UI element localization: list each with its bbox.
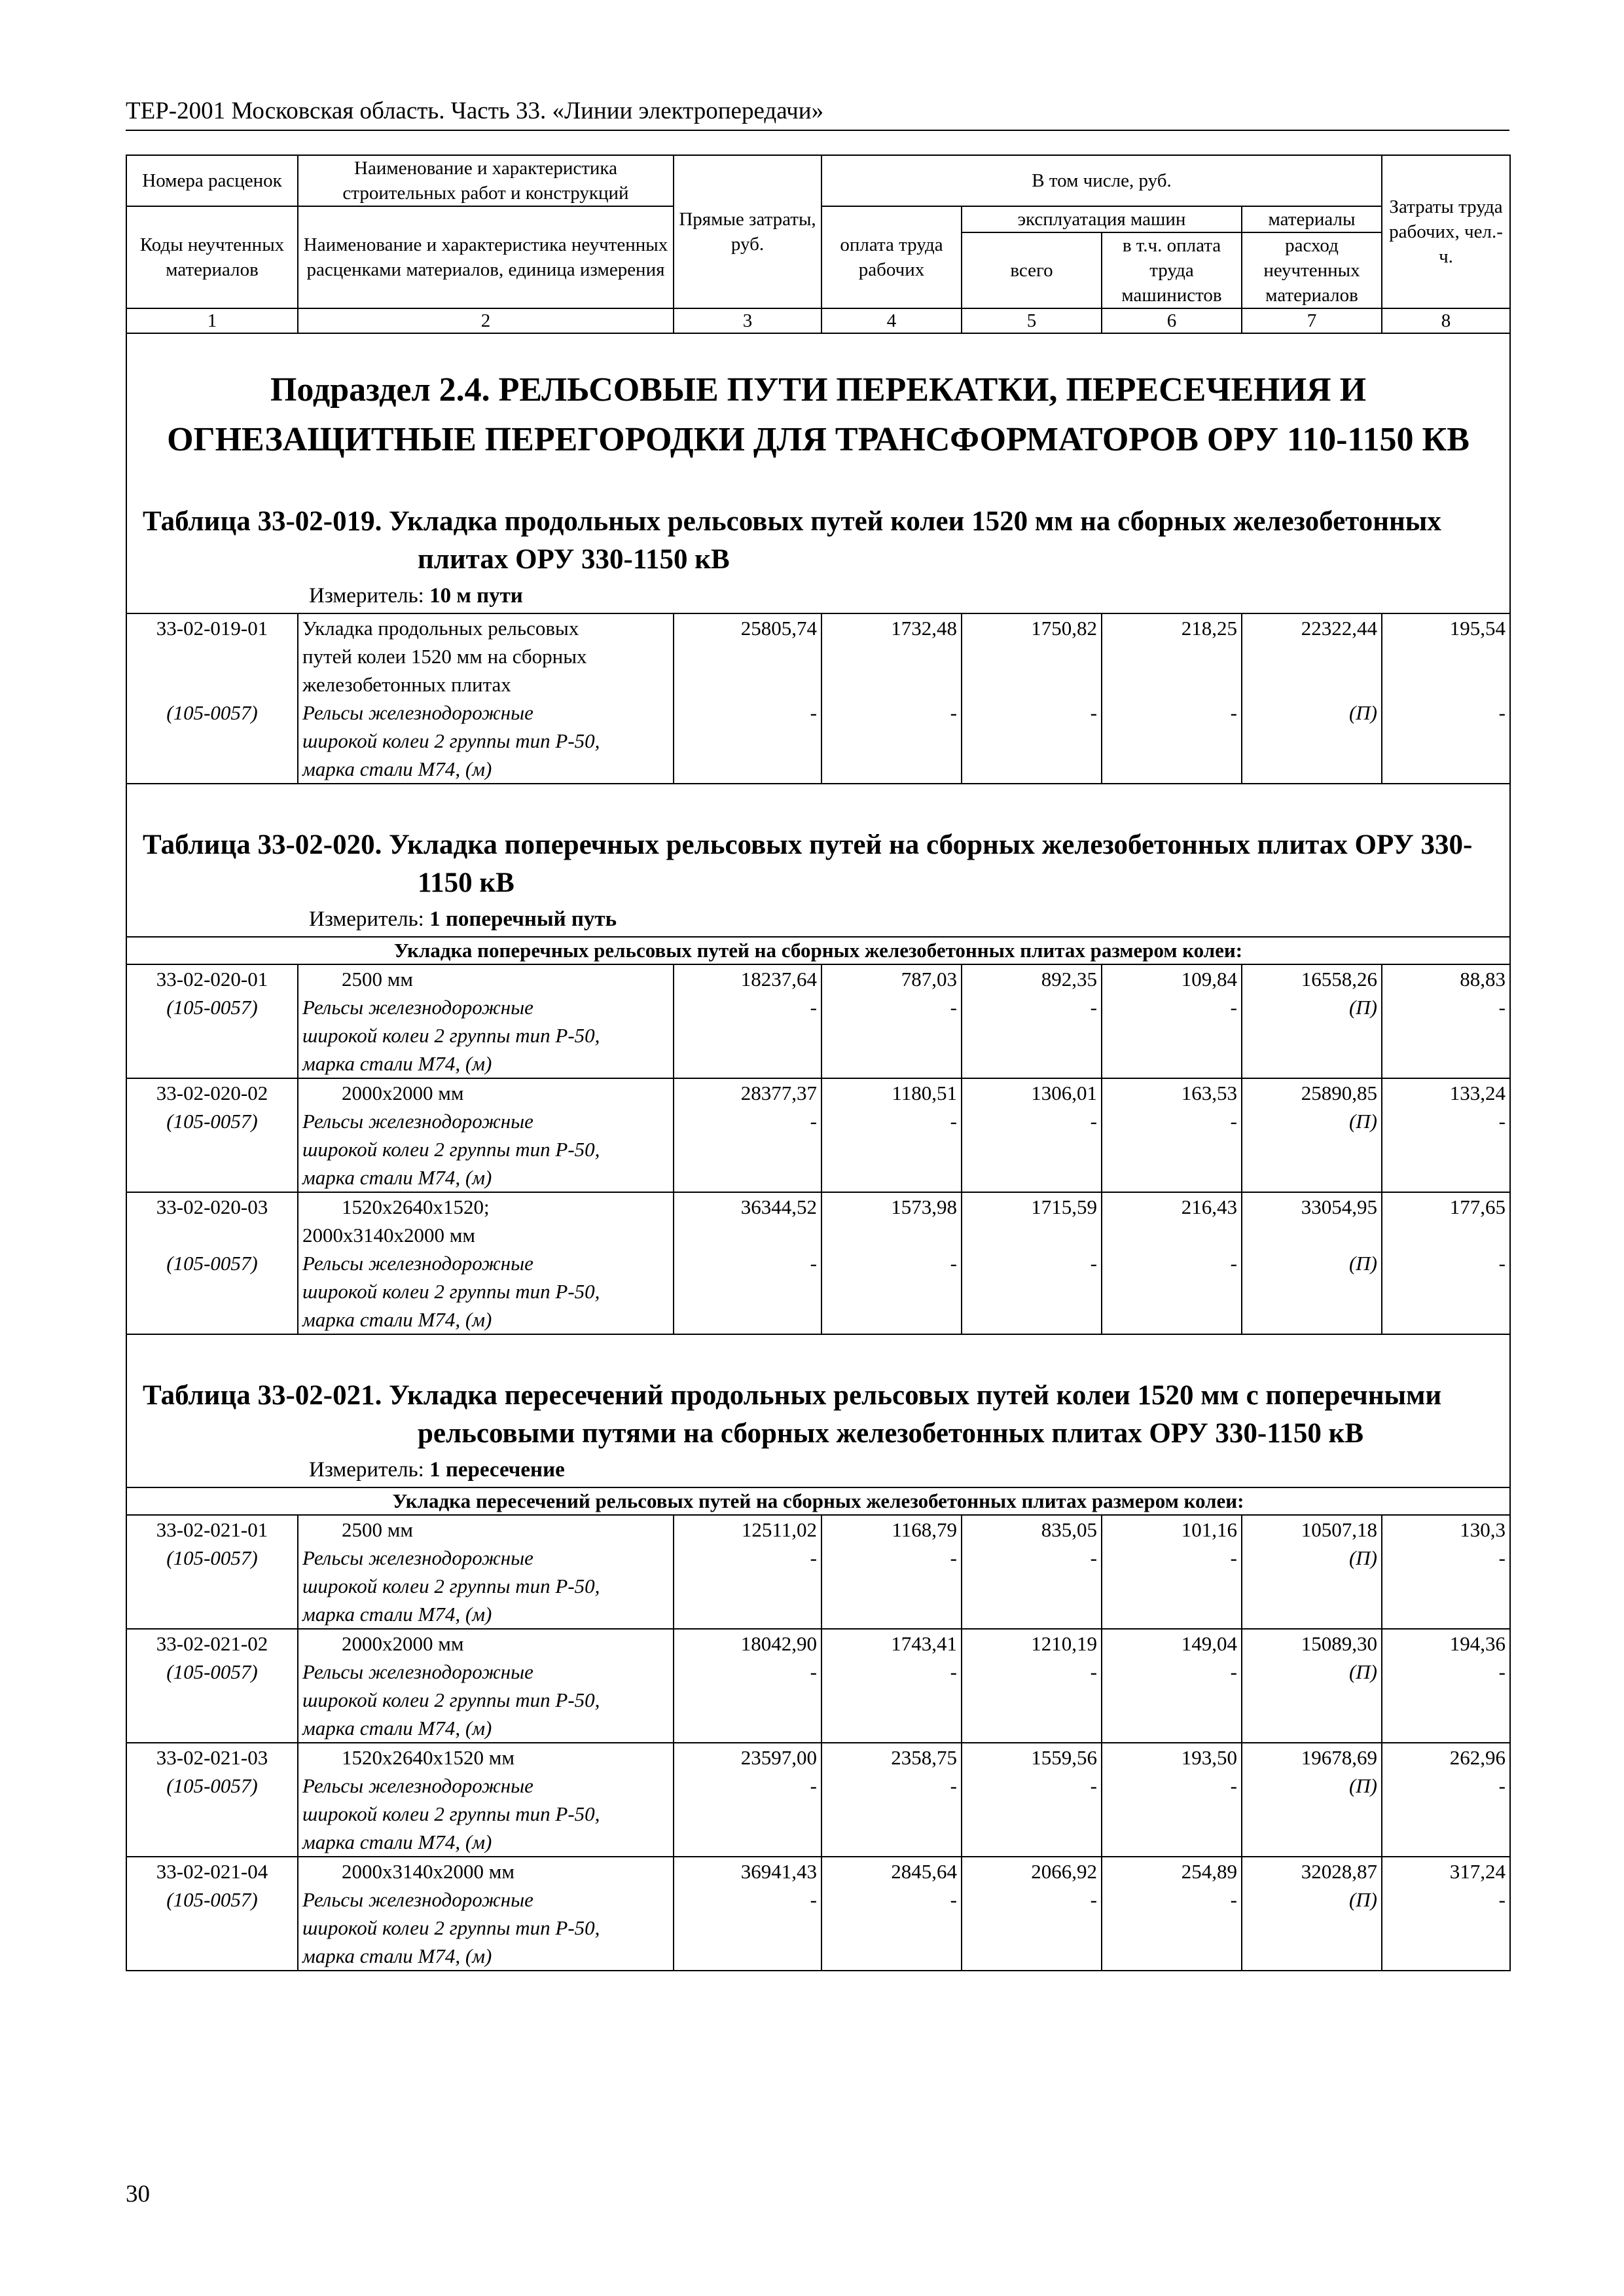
material-name-line: марка стали М74, (м) — [302, 1166, 492, 1189]
value: 18237,64 — [740, 968, 817, 991]
work-name-line: 2500 мм — [342, 1518, 413, 1541]
meter-label: Измеритель: — [309, 1458, 424, 1482]
value: 1743,41 — [891, 1632, 957, 1655]
work-name-cell — [298, 1629, 674, 1743]
material-code: (105-0057) — [166, 1660, 258, 1683]
value: 33054,95 — [1301, 1195, 1377, 1218]
rate-code: 33-02-020-02 — [156, 1082, 268, 1104]
material-name-line: широкой колеи 2 группы тип Р-50, — [302, 1575, 600, 1597]
meter-value: 1 пересечение — [429, 1458, 565, 1482]
material-name-line: марка стали М74, (м) — [302, 1944, 492, 1967]
value: 1715,59 — [1031, 1195, 1097, 1218]
dash: - — [950, 701, 957, 724]
col-header-materials: материалы — [1242, 206, 1382, 232]
rate-code: 33-02-021-01 — [156, 1518, 268, 1541]
table-row — [126, 1192, 1510, 1334]
value: 28377,37 — [740, 1082, 817, 1104]
material-name-line: марка стали М74, (м) — [302, 1603, 492, 1626]
dash: - — [810, 1110, 817, 1133]
table-title-text: Укладка поперечных рельсовых путей на сборных железобетонных плитах ОРУ 330-1150 кВ — [389, 829, 1473, 898]
col-number: 5 — [962, 308, 1102, 333]
meter-label: Измеритель: — [309, 907, 424, 931]
material-mark: (П) — [1348, 996, 1377, 1019]
dash: - — [1090, 1110, 1097, 1133]
rate-code-cell — [126, 1515, 298, 1629]
col-header-machines-total: всего — [962, 232, 1102, 308]
value-cell — [1102, 1857, 1242, 1971]
value-cell — [1242, 1192, 1382, 1334]
meter-label: Измеритель: — [309, 584, 424, 608]
material-mark: (П) — [1348, 1888, 1377, 1911]
material-name-line: широкой колеи 2 группы тип Р-50, — [302, 1802, 600, 1825]
dash: - — [950, 1774, 957, 1797]
col-number: 4 — [821, 308, 962, 333]
dash: - — [1498, 996, 1506, 1019]
table-meter — [127, 581, 1509, 613]
value-cell — [821, 613, 962, 784]
dash: - — [950, 1110, 957, 1133]
value: 12511,02 — [741, 1518, 817, 1541]
subsection-title: Подраздел 2.4. РЕЛЬСОВЫЕ ПУТИ ПЕРЕКАТКИ, ПЕРЕСЕЧЕНИЯ И ОГНЕЗАЩИТНЫЕ ПЕРЕГОРОДКИ ДЛЯ ТРАНСФОРМАТОРОВ ОРУ 110-1150 КВ — [167, 371, 1470, 458]
value: 1573,98 — [891, 1195, 957, 1218]
material-name-line: широкой колеи 2 группы тип Р-50, — [302, 1138, 600, 1161]
col-header-direct-costs: Прямые затраты, руб. — [674, 155, 821, 308]
value-cell — [1382, 1515, 1510, 1629]
meter-value: 10 м пути — [429, 584, 523, 608]
value-cell — [962, 1515, 1102, 1629]
material-mark: (П) — [1348, 1110, 1377, 1133]
work-name-cell — [298, 1078, 674, 1192]
value-cell — [821, 964, 962, 1078]
rate-code-cell — [126, 964, 298, 1078]
material-name-line: широкой колеи 2 группы тип Р-50, — [302, 1688, 600, 1711]
value: 254,89 — [1181, 1860, 1237, 1883]
value-cell — [674, 1857, 821, 1971]
spacer — [1386, 1221, 1506, 1249]
dash: - — [950, 1660, 957, 1683]
value: 88,83 — [1460, 968, 1506, 991]
work-name-line: 2000х3140х2000 мм — [302, 1224, 475, 1247]
rate-code: 33-02-021-02 — [156, 1632, 268, 1655]
value-cell — [962, 613, 1102, 784]
table-row — [126, 1078, 1510, 1192]
material-name-line: марка стали М74, (м) — [302, 1308, 492, 1331]
dash: - — [810, 1888, 817, 1911]
material-code: (105-0057) — [166, 1888, 258, 1911]
value: 1750,82 — [1031, 617, 1097, 640]
material-mark: (П) — [1348, 1660, 1377, 1683]
rates-table — [126, 155, 1511, 1971]
table-subheader: Укладка пересечений рельсовых путей на сборных железобетонных плитах размером колеи: — [126, 1487, 1510, 1515]
value: 262,96 — [1449, 1746, 1506, 1769]
value-cell — [674, 613, 821, 784]
rate-code: 33-02-020-03 — [156, 1195, 268, 1218]
dash: - — [810, 1774, 817, 1797]
table-title — [127, 503, 1509, 579]
value: 36344,52 — [740, 1195, 817, 1218]
col-header-material-use: расход неучтенных материалов — [1242, 232, 1382, 308]
value: 25805,74 — [740, 617, 817, 640]
value-cell — [962, 964, 1102, 1078]
dash: - — [810, 1546, 817, 1569]
material-name-line: марка стали М74, (м) — [302, 757, 492, 780]
table-title-number: Таблица 33-02-019. — [143, 506, 382, 537]
col-header-material-name: Наименование и характеристика неучтенных расценками материалов, единица измерения — [298, 206, 674, 308]
rate-code-cell — [126, 1629, 298, 1743]
dash: - — [810, 996, 817, 1019]
value: 109,84 — [1181, 968, 1237, 991]
value: 2358,75 — [891, 1746, 957, 1769]
value-cell — [821, 1515, 962, 1629]
value-cell — [1242, 964, 1382, 1078]
value-cell — [674, 1078, 821, 1192]
value-cell — [1242, 613, 1382, 784]
value: 149,04 — [1181, 1632, 1237, 1655]
value: 22322,44 — [1301, 617, 1377, 640]
work-name-cell — [298, 1743, 674, 1857]
value: 1168,79 — [892, 1518, 957, 1541]
material-name-line: марка стали М74, (м) — [302, 1052, 492, 1075]
dash: - — [1498, 1252, 1506, 1275]
dash: - — [1090, 996, 1097, 1019]
table-title-number: Таблица 33-02-020. — [143, 829, 382, 860]
material-name-line: Рельсы железнодорожные — [302, 1110, 533, 1133]
work-name-line: 2000х3140х2000 мм — [342, 1860, 514, 1883]
col-number: 1 — [126, 308, 298, 333]
dash: - — [1090, 1252, 1097, 1275]
material-code: (105-0057) — [166, 1252, 258, 1275]
value-cell — [674, 1743, 821, 1857]
material-code: (105-0057) — [166, 1110, 258, 1133]
header-rule — [126, 130, 1509, 131]
value-cell — [1242, 1078, 1382, 1192]
work-name-line: железобетонных плитах — [302, 673, 511, 696]
value-cell — [1242, 1743, 1382, 1857]
value-cell — [821, 1629, 962, 1743]
value: 1210,19 — [1031, 1632, 1097, 1655]
col-number: 8 — [1382, 308, 1510, 333]
col-header-operator-pay: в т.ч. оплата труда машинистов — [1102, 232, 1242, 308]
page-number: 30 — [126, 2181, 150, 2208]
value: 835,05 — [1041, 1518, 1097, 1541]
rate-code: 33-02-021-03 — [156, 1746, 268, 1769]
material-name-line: широкой колеи 2 группы тип Р-50, — [302, 729, 600, 752]
value-cell — [674, 1192, 821, 1334]
dash: - — [950, 996, 957, 1019]
running-header: ТЕР-2001 Московская область. Часть 33. «Линии электропередачи» — [126, 98, 824, 124]
subsection-block — [126, 333, 1510, 613]
value-cell — [962, 1857, 1102, 1971]
dash: - — [1230, 1774, 1237, 1797]
value: 1559,56 — [1031, 1746, 1097, 1769]
value-cell — [674, 964, 821, 1078]
value-cell — [1102, 613, 1242, 784]
table-title — [127, 826, 1509, 902]
value-cell — [962, 1078, 1102, 1192]
work-name-cell — [298, 1857, 674, 1971]
material-name-line: Рельсы железнодорожные — [302, 1660, 533, 1683]
dash: - — [1498, 1660, 1506, 1683]
work-name-line: 2000х2000 мм — [342, 1632, 464, 1655]
spacer — [131, 1221, 293, 1249]
table-meter — [127, 905, 1509, 936]
material-mark: (П) — [1348, 701, 1377, 724]
value-cell — [821, 1743, 962, 1857]
value: 1732,48 — [891, 617, 957, 640]
value-cell — [1382, 1857, 1510, 1971]
material-name-line: широкой колеи 2 группы тип Р-50, — [302, 1280, 600, 1303]
dash: - — [1230, 701, 1237, 724]
material-name-line: Рельсы железнодорожные — [302, 1546, 533, 1569]
value-cell — [1382, 1078, 1510, 1192]
table-row — [126, 1629, 1510, 1743]
value-cell — [674, 1515, 821, 1629]
value-cell — [821, 1192, 962, 1334]
value-cell — [962, 1192, 1102, 1334]
dash: - — [1090, 1660, 1097, 1683]
col-number: 2 — [298, 308, 674, 333]
value: 1306,01 — [1031, 1082, 1097, 1104]
dash: - — [1498, 1774, 1506, 1797]
rate-code: 33-02-019-01 — [156, 617, 268, 640]
dash: - — [1498, 1888, 1506, 1911]
value: 1180,51 — [892, 1082, 957, 1104]
value-cell — [1382, 1629, 1510, 1743]
value: 32028,87 — [1301, 1860, 1377, 1883]
dash: - — [1230, 996, 1237, 1019]
value-cell — [1102, 1629, 1242, 1743]
col-number: 6 — [1102, 308, 1242, 333]
work-name-cell — [298, 964, 674, 1078]
value: 163,53 — [1181, 1082, 1237, 1104]
col-header-material-codes: Коды неучтенных материалов — [126, 206, 298, 308]
table-row — [126, 1743, 1510, 1857]
work-name-line: Укладка продольных рельсовых — [302, 617, 579, 640]
value-cell — [1242, 1857, 1382, 1971]
work-name-line: 1520х2640х1520; — [342, 1195, 490, 1218]
value: 15089,30 — [1301, 1632, 1377, 1655]
dash: - — [1498, 1110, 1506, 1133]
material-mark: (П) — [1348, 1774, 1377, 1797]
value: 216,43 — [1181, 1195, 1237, 1218]
value: 10507,18 — [1301, 1518, 1377, 1541]
dash: - — [1090, 1546, 1097, 1569]
dash: - — [1090, 1774, 1097, 1797]
value: 101,16 — [1181, 1518, 1237, 1541]
dash: - — [950, 1888, 957, 1911]
value: 2845,64 — [891, 1860, 957, 1883]
rate-code-cell — [126, 613, 298, 784]
rate-code: 33-02-021-04 — [156, 1860, 268, 1883]
dash: - — [810, 1252, 817, 1275]
work-name-cell — [298, 613, 674, 784]
value: 130,3 — [1460, 1518, 1506, 1541]
value: 787,03 — [901, 968, 957, 991]
material-name-line: Рельсы железнодорожные — [302, 1888, 533, 1911]
work-name-line: путей колеи 1520 мм на сборных — [302, 645, 587, 668]
table-title — [127, 1377, 1509, 1453]
col-number: 7 — [1242, 308, 1382, 333]
col-header-rate-numbers: Номера расценок — [126, 155, 298, 206]
table-heading-block — [126, 1334, 1510, 1487]
value-cell — [1242, 1629, 1382, 1743]
value: 892,35 — [1041, 968, 1097, 991]
value: 193,50 — [1181, 1746, 1237, 1769]
value: 133,24 — [1449, 1082, 1506, 1104]
dash: - — [1498, 701, 1506, 724]
value: 195,54 — [1449, 617, 1506, 640]
value-cell — [1242, 1515, 1382, 1629]
value-cell — [1102, 964, 1242, 1078]
value: 2066,92 — [1031, 1860, 1097, 1883]
value: 18042,90 — [740, 1632, 817, 1655]
value-cell — [821, 1078, 962, 1192]
value-cell — [1382, 964, 1510, 1078]
dash: - — [810, 701, 817, 724]
dash: - — [950, 1546, 957, 1569]
value-cell — [674, 1629, 821, 1743]
spacer — [1246, 1221, 1377, 1249]
value-cell — [1382, 1743, 1510, 1857]
material-name-line: Рельсы железнодорожные — [302, 1774, 533, 1797]
spacer — [826, 1221, 957, 1249]
table-row — [126, 964, 1510, 1078]
dash: - — [1090, 1888, 1097, 1911]
col-header-work-name: Наименование и характеристика строительных работ и конструкций — [298, 155, 674, 206]
dash: - — [1230, 1888, 1237, 1911]
value: 25890,85 — [1301, 1082, 1377, 1104]
value: 16558,26 — [1301, 968, 1377, 991]
dash: - — [1230, 1110, 1237, 1133]
value-cell — [962, 1629, 1102, 1743]
material-code: (105-0057) — [166, 1774, 258, 1797]
spacer — [131, 642, 293, 670]
material-code: (105-0057) — [166, 1546, 258, 1569]
material-name-line: Рельсы железнодорожные — [302, 701, 533, 724]
value-cell — [1102, 1192, 1242, 1334]
value: 36941,43 — [740, 1860, 817, 1883]
table-meter — [127, 1455, 1509, 1487]
value: 19678,69 — [1301, 1746, 1377, 1769]
value: 23597,00 — [740, 1746, 817, 1769]
material-name-line: Рельсы железнодорожные — [302, 996, 533, 1019]
rate-code-cell — [126, 1192, 298, 1334]
material-name-line: марка стали М74, (м) — [302, 1831, 492, 1853]
table-row — [126, 1515, 1510, 1629]
dash: - — [810, 1660, 817, 1683]
spacer — [1106, 1221, 1237, 1249]
work-name-line: 1520х2640х1520 мм — [342, 1746, 514, 1769]
table-title-text: Укладка продольных рельсовых путей колеи 1520 мм на сборных железобетонных плитах ОРУ 330-1150 кВ — [389, 506, 1441, 575]
spacer — [131, 670, 293, 699]
work-name-cell — [298, 1515, 674, 1629]
dash: - — [1230, 1546, 1237, 1569]
col-header-including: В том числе, руб. — [821, 155, 1382, 206]
table-title-text: Укладка пересечений продольных рельсовых путей колеи 1520 мм с поперечными рельсовыми путями на сборных железобетонных плитах ОРУ 330-1150 кВ — [389, 1380, 1442, 1449]
value: 218,25 — [1181, 617, 1237, 640]
rate-code-cell — [126, 1743, 298, 1857]
value-cell — [1102, 1743, 1242, 1857]
work-name-line: 2000х2000 мм — [342, 1082, 464, 1104]
dash: - — [1090, 701, 1097, 724]
value: 194,36 — [1449, 1632, 1506, 1655]
material-name-line: широкой колеи 2 группы тип Р-50, — [302, 1916, 600, 1939]
col-number: 3 — [674, 308, 821, 333]
dash: - — [1498, 1546, 1506, 1569]
rate-code-cell — [126, 1857, 298, 1971]
value-cell — [1382, 1192, 1510, 1334]
table-row — [126, 1857, 1510, 1971]
col-header-labor-costs: Затраты труда рабочих, чел.-ч. — [1382, 155, 1510, 308]
material-mark: (П) — [1348, 1546, 1377, 1569]
col-header-machines: эксплуатация машин — [962, 206, 1242, 232]
dash: - — [950, 1252, 957, 1275]
dash: - — [1230, 1660, 1237, 1683]
table-heading-block — [126, 784, 1510, 937]
material-code: (105-0057) — [166, 996, 258, 1019]
meter-value: 1 поперечный путь — [429, 907, 617, 931]
value: 177,65 — [1449, 1195, 1506, 1218]
work-name-line: 2500 мм — [342, 968, 413, 991]
material-mark: (П) — [1348, 1252, 1377, 1275]
rate-code-cell — [126, 1078, 298, 1192]
table-title-number: Таблица 33-02-021. — [143, 1380, 382, 1411]
material-name-line: широкой колеи 2 группы тип Р-50, — [302, 1024, 600, 1047]
value: 317,24 — [1449, 1860, 1506, 1883]
value-cell — [821, 1857, 962, 1971]
spacer — [678, 1221, 817, 1249]
dash: - — [1230, 1252, 1237, 1275]
table-subheader: Укладка поперечных рельсовых путей на сборных железобетонных плитах размером колеи: — [126, 937, 1510, 964]
value-cell — [1102, 1078, 1242, 1192]
value-cell — [1102, 1515, 1242, 1629]
material-code: (105-0057) — [166, 701, 258, 724]
col-header-worker-pay: оплата труда рабочих — [821, 206, 962, 308]
rate-code: 33-02-020-01 — [156, 968, 268, 991]
value-cell — [1382, 613, 1510, 784]
work-name-cell — [298, 1192, 674, 1334]
material-name-line: Рельсы железнодорожные — [302, 1252, 533, 1275]
value-cell — [962, 1743, 1102, 1857]
material-name-line: марка стали М74, (м) — [302, 1717, 492, 1740]
spacer — [966, 1221, 1097, 1249]
